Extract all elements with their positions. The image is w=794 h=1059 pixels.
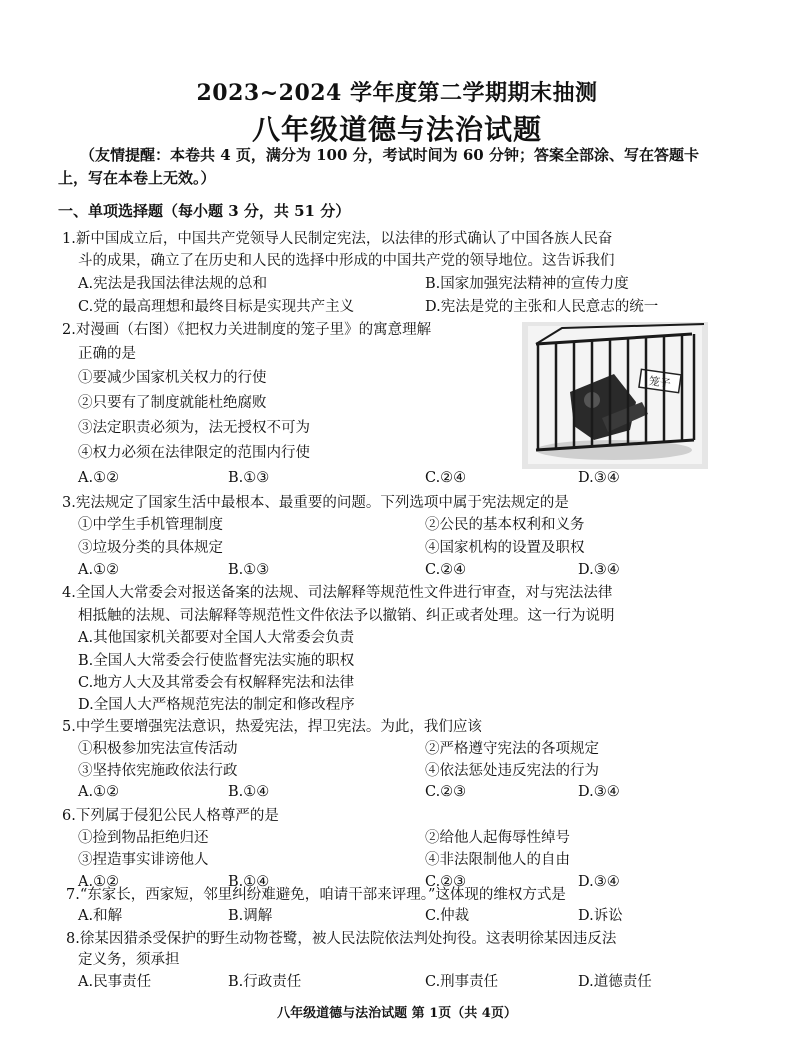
q5-statement-4: ④依法惩处违反宪法的行为 (425, 763, 599, 779)
section-heading: 一、单项选择题（每小题 3 分，共 51 分） (58, 202, 351, 220)
cage-cartoon-svg (522, 322, 708, 469)
q4-option-d: D.全国人大严格规范宪法的制定和修改程序 (78, 697, 355, 713)
q5-stem-line1: 5.中学生要增强宪法意识，热爱宪法，捍卫宪法。为此，我们应该 (62, 719, 482, 735)
q8-stem-line1: 8.徐某因猎杀受保护的野生动物苍鹭，被人民法院依法判处拘役。这表明徐某因违反法 (66, 931, 617, 947)
q6-statement-1: ①捡到物品拒绝归还 (78, 830, 209, 846)
q2-statement-3: ③法定职责必须为，法无授权不可为 (78, 420, 310, 436)
q4-stem-line2: 相抵触的法规、司法解释等规范性文件依法予以撤销、纠正或者处理。这一行为说明 (78, 608, 615, 624)
q6-statement-4: ④非法限制他人的自由 (425, 852, 570, 868)
q2-stem-line1: 2.对漫画（右图）《把权力关进制度的笼子里》的寓意理解 (62, 322, 432, 338)
q5-option-c: C.②③ (425, 784, 467, 800)
q3-statement-3: ③垃圾分类的具体规定 (78, 540, 223, 556)
q1-stem-line1: 1.新中国成立后，中国共产党领导人民制定宪法，以法律的形式确认了中国各族人民奋 (62, 231, 613, 247)
q1-stem-line2: 斗的成果，确立了在历史和人民的选择中形成的中国共产党的领导地位。这告诉我们 (78, 253, 615, 269)
q6-option-b: B.①④ (228, 874, 270, 890)
q2-statement-1: ①要减少国家机关权力的行使 (78, 370, 267, 386)
exam-term-title: 2023~2024 学年度第二学期期末抽测 (196, 80, 598, 106)
q1-option-d: D.宪法是党的主张和人民意志的统一 (425, 299, 659, 315)
q2-statement-2: ②只要有了制度就能杜绝腐败 (78, 395, 267, 411)
q6-option-d: D.③④ (578, 874, 620, 890)
q3-stem-line1: 3.宪法规定了国家生活中最根本、最重要的问题。下列选项中属于宪法规定的是 (62, 495, 569, 511)
q6-stem-line1: 6.下列属于侵犯公民人格尊严的是 (62, 808, 279, 824)
q3-option-b: B.①③ (228, 562, 270, 578)
q2-option-d: D.③④ (578, 470, 620, 486)
q7-option-b: B.调解 (228, 908, 273, 924)
q7-option-c: C.仲裁 (425, 908, 470, 924)
exam-note: （友情提醒：本卷共 4 页，满分为 100 分，考试时间为 60 分钟；答案全部涂、写在答题卡上，写在本卷上无效。） (58, 146, 699, 187)
q1-option-b: B.国家加强宪法精神的宣传力度 (425, 276, 629, 292)
q4-stem-line1: 4.全国人大常委会对报送备案的法规、司法解释等规范性文件进行审查，对与宪法法律 (62, 585, 613, 601)
q8-option-d: D.道德责任 (578, 974, 652, 990)
q2-option-c: C.②④ (425, 470, 467, 486)
q1-option-a: A.宪法是我国法律法规的总和 (78, 276, 268, 292)
q5-statement-3: ③坚持依宪施政依法行政 (78, 763, 238, 779)
q3-statement-2: ②公民的基本权利和义务 (425, 517, 585, 533)
q3-option-c: C.②④ (425, 562, 467, 578)
q5-option-a: A.①② (78, 784, 120, 800)
cage-label-text: 笼子 (647, 374, 672, 391)
q6-option-a: A.①② (78, 874, 120, 890)
q6-statement-2: ②给他人起侮辱性绰号 (425, 830, 570, 846)
q5-statement-1: ①积极参加宪法宣传活动 (78, 741, 238, 757)
exam-subject-title: 八年级道德与法治试题 (251, 113, 542, 146)
q8-stem-line2: 定义务，须承担 (78, 952, 180, 968)
q5-statement-2: ②严格遵守宪法的各项规定 (425, 741, 599, 757)
q7-option-a: A.和解 (78, 908, 123, 924)
q3-statement-4: ④国家机构的设置及职权 (425, 540, 585, 556)
q2-statement-4: ④权力必须在法律限定的范围内行使 (78, 445, 310, 461)
q4-option-c: C.地方人大及其常委会有权解释宪法和法律 (78, 675, 355, 691)
q5-option-b: B.①④ (228, 784, 270, 800)
page-footer: 八年级道德与法治试题 第 1页（共 4页） (277, 1006, 517, 1021)
q8-option-b: B.行政责任 (228, 974, 302, 990)
cage-cartoon-image (522, 322, 708, 469)
q6-option-c: C.②③ (425, 874, 467, 890)
q6-statement-3: ③捏造事实诽谤他人 (78, 852, 209, 868)
q3-option-d: D.③④ (578, 562, 620, 578)
q1-option-c: C.党的最高理想和最终目标是实现共产主义 (78, 299, 355, 315)
q2-option-b: B.①③ (228, 470, 270, 486)
q7-stem-line1: 7.“东家长，西家短，邻里纠纷难避免，咱请干部来评理。”这体现的维权方式是 (66, 887, 566, 903)
q3-statement-1: ①中学生手机管理制度 (78, 517, 223, 533)
q5-option-d: D.③④ (578, 784, 620, 800)
q2-option-a: A.①② (78, 470, 120, 486)
q2-stem-line2: 正确的是 (78, 346, 136, 362)
q4-option-a: A.其他国家机关都要对全国人大常委会负责 (78, 630, 355, 646)
q7-option-d: D.诉讼 (578, 908, 623, 924)
q8-option-a: A.民事责任 (78, 974, 152, 990)
q3-option-a: A.①② (78, 562, 120, 578)
q8-option-c: C.刑事责任 (425, 974, 499, 990)
q4-option-b: B.全国人大常委会行使监督宪法实施的职权 (78, 653, 355, 669)
